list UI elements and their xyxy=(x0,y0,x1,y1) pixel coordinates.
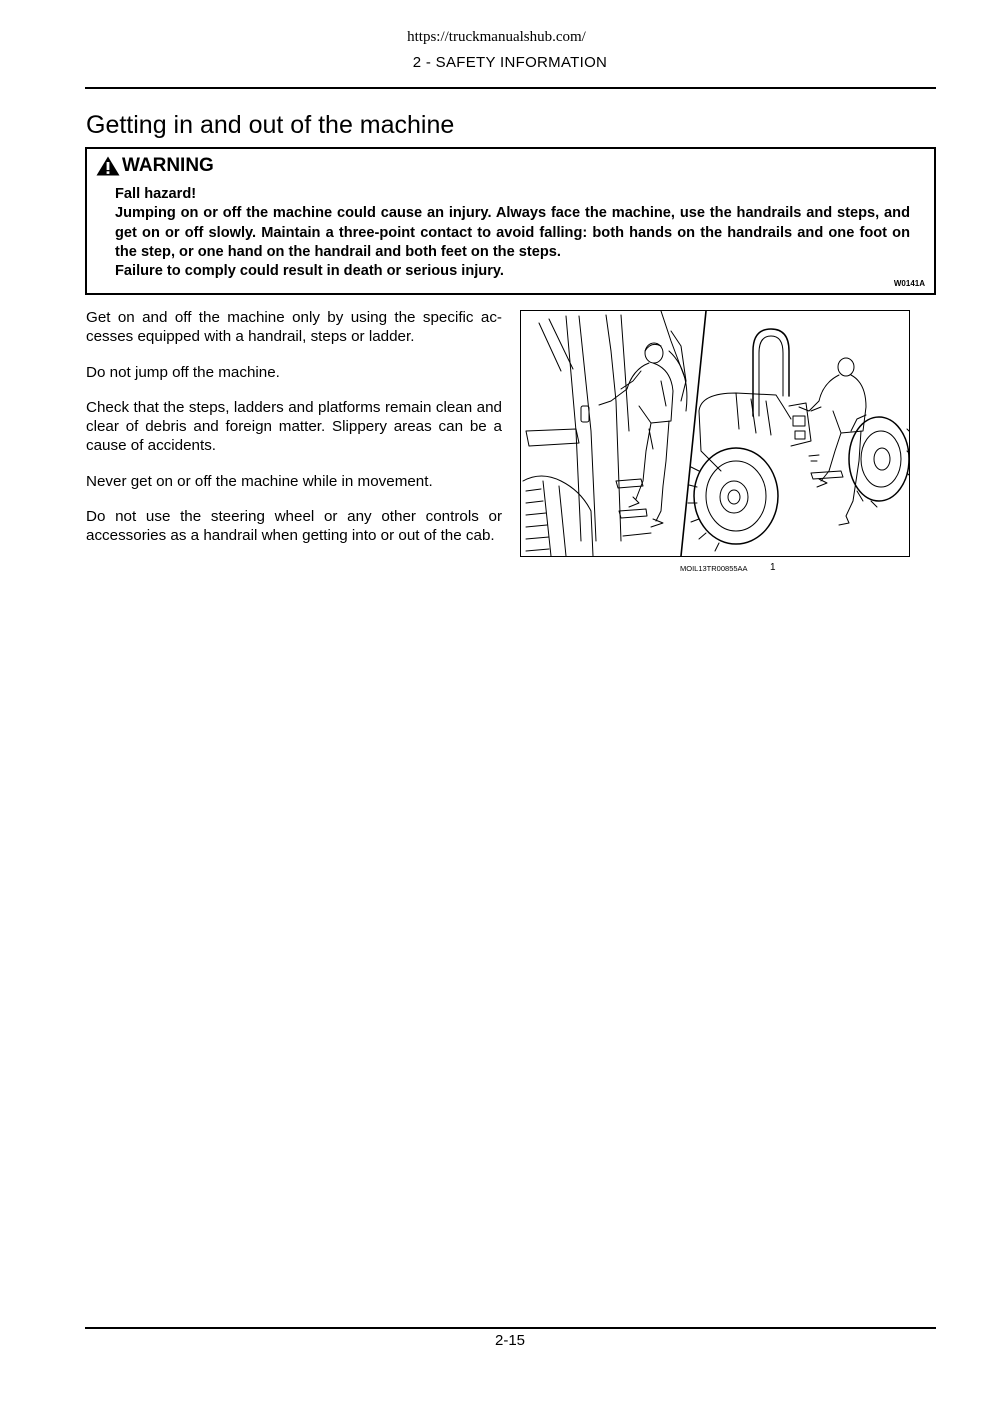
operator-figure xyxy=(599,343,673,527)
cab-entry-illustration xyxy=(523,311,687,556)
warning-body xyxy=(115,185,910,281)
warning-box xyxy=(85,147,936,295)
warning-code: W0141A xyxy=(893,279,925,288)
paragraph-steering-wheel: Do not use the steering wheel or any other controls or accessories as a handrail when getting into or out of the cab. xyxy=(86,508,502,545)
figure-number: 1 xyxy=(770,562,776,573)
figure-caption: MOIL13TR00855AA xyxy=(680,564,748,573)
source-url[interactable]: https://truckmanualshub.com/ xyxy=(407,29,586,45)
paragraph-access: Get on and off the machine only by using the specific ac-cesses equipped with a handrail, steps or ladder. xyxy=(86,309,502,346)
paragraph-movement: Never get on or off the machine while in movement. xyxy=(86,472,433,490)
page-number: 2-15 xyxy=(494,1332,526,1349)
page-title: Getting in and out of the machine xyxy=(86,111,455,139)
rear-wheel xyxy=(849,415,909,507)
warning-line-hazard: Fall hazard! xyxy=(115,186,197,202)
tractor-mount-illustration xyxy=(688,329,909,551)
warning-label: WARNING xyxy=(122,155,214,176)
figure-illustration xyxy=(520,310,910,557)
body-text xyxy=(86,308,502,562)
warning-line-consequence: Failure to comply could result in death or serious injury. xyxy=(115,263,504,280)
paragraph-clean-steps: Check that the steps, ladders and platforms remain clean and clear of debris and foreign matter. Slippery areas can be a cause of accidents. xyxy=(86,398,502,455)
footer-divider xyxy=(85,1327,936,1329)
warning-heading xyxy=(96,155,214,177)
warning-line-instructions: Jumping on or off the machine could cause an injury. Always face the machine, use the handrails and steps, and get on or off slowly. Maintain a three-point contact to avoid falling: both hands on the handrails and one foot on the step, or one hand on the handrail and both feet on the steps. xyxy=(115,205,910,260)
section-header: 2 - SAFETY INFORMATION xyxy=(412,54,608,71)
header-divider xyxy=(85,87,936,89)
paragraph-no-jump: Do not jump off the machine. xyxy=(86,363,280,381)
warning-triangle-icon xyxy=(96,156,120,176)
front-wheel xyxy=(688,448,778,551)
